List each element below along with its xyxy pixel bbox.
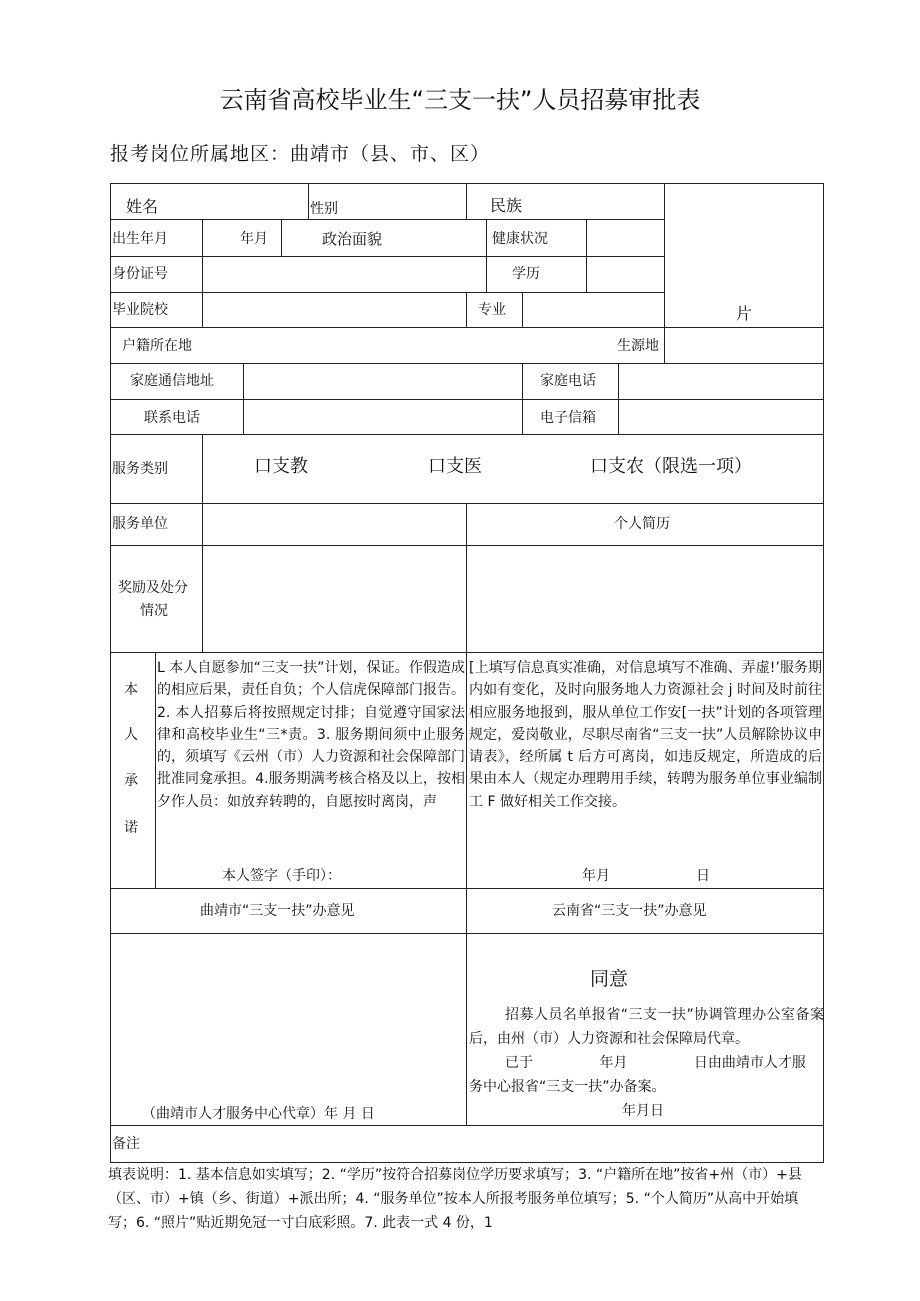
yunnan-paragraph-1: 招募人员名单报省“三支一扶”协调管理办公室备案后，由州（市）人力资源和社会保障局代章。 bbox=[469, 1007, 824, 1047]
yunnan-paragraph-2a: 已于 年月 日由曲靖市人才服 bbox=[505, 1055, 806, 1071]
pledge-date-d: 日 bbox=[696, 868, 710, 884]
health-label: 健康状况 bbox=[492, 231, 548, 247]
school-label: 毕业院校 bbox=[112, 302, 168, 318]
yunnan-opinion-title: 云南省“三支一扶”办意见 bbox=[552, 903, 707, 919]
education-label: 学历 bbox=[512, 266, 540, 282]
major-label: 专业 bbox=[478, 302, 506, 318]
photo-placeholder[interactable]: 片 bbox=[736, 304, 753, 323]
agree-text: 同意 bbox=[590, 968, 629, 990]
origin-label: 生源地 bbox=[617, 338, 659, 354]
household-label: 户籍所在地 bbox=[122, 338, 192, 354]
political-label: 政治面貌 bbox=[322, 230, 383, 248]
home-phone-label: 家庭电话 bbox=[540, 373, 596, 389]
option-medical[interactable]: 口支医 bbox=[428, 456, 482, 477]
service-unit-label: 服务单位 bbox=[112, 516, 168, 532]
resume-label: 个人简历 bbox=[614, 516, 670, 532]
birth-value[interactable]: 年月 bbox=[240, 231, 268, 247]
signature-label[interactable]: 本人签字（手印）： bbox=[222, 868, 341, 884]
birth-label: 出生年月 bbox=[112, 231, 168, 247]
home-address-label: 家庭通信地址 bbox=[130, 373, 214, 389]
remarks-label: 备注 bbox=[112, 1136, 140, 1152]
email-label: 电子信箱 bbox=[540, 410, 596, 426]
awards-label-2: 情况 bbox=[140, 603, 168, 619]
fill-instructions: 填表说明：1. 基本信息如实填写；2. “学历”按符合招募岗位学历要求填写；3. “户籍所在地”按省+州（市）+县（区、市）+镇（乡、街道）+派出所；4. “服务单位”按本人所报考服务单位填写；5. “个人简历”从高中开始填写；6. “照片”贴近期免冠一寸白底彩照。7. 此表一式 4 份，1 bbox=[108, 1167, 802, 1231]
qujing-stamp: （曲靖市人才服务中心代章）年 月 日 bbox=[142, 1106, 375, 1122]
service-type-label: 服务类别 bbox=[112, 461, 168, 477]
yunnan-paragraph-2b: 务中心报省“三支一扶”办备案。 bbox=[469, 1079, 666, 1095]
awards-label-1: 奖励及处分 bbox=[118, 580, 188, 596]
id-label: 身份证号 bbox=[112, 266, 168, 282]
pledge-date-ym: 年月 bbox=[582, 868, 610, 884]
name-label: 姓名 bbox=[126, 197, 159, 216]
pledge-left-text: L 本人自愿参加“三支一扶”计划，保证。作假造成的相应后果，责任自负；个人信虎保障部门报告。2. 本人招募后将按照规定讨排；自觉遵守国家法律和高校毕业生“三*责。3. 服务期间须中止服务的，须填写《云州（市）人力资源和社会保障部门批准同龛承担。4.服务期满考核合格及以上，按相夕作人员：如放弃转聘的，自愿按时离岗，声 bbox=[157, 660, 465, 810]
phone-label: 联系电话 bbox=[144, 410, 200, 426]
option-agriculture[interactable]: 口支农（限选一项） bbox=[590, 456, 752, 477]
ethnicity-label: 民族 bbox=[490, 196, 523, 215]
pledge-label-char: 本 bbox=[124, 682, 138, 698]
pledge-label-char: 诺 bbox=[124, 820, 138, 836]
pledge-label-char: 承 bbox=[124, 773, 138, 789]
pledge-label-char: 人 bbox=[124, 727, 138, 743]
option-teaching[interactable]: 口支教 bbox=[254, 456, 308, 477]
qujing-opinion-title: 曲靖市“三支一扶”办意见 bbox=[200, 903, 355, 919]
yunnan-date: 年月日 bbox=[622, 1103, 664, 1119]
pledge-right-text: [上填写信息真实准确，对信息填写不准确、弄虚!’服务期内如有变化，及时向服务地人力资源社会 j 时间及时前往相应服务地报到，服从单位工作安[一扶”计划的各项管理规定，爱岗敬业，尽职尽南省“三支一扶”人员解除协议申请表》，经所属 t 后方可离岗，如违反规定，所造成的后果由本人（规定办理聘用手续，转聘为服务单位事业编制工 F 做好相关工作交接。 bbox=[469, 660, 822, 810]
region-line: 报考岗位所属地区：曲靖市（县、市、区） bbox=[110, 143, 491, 165]
gender-label: 性别 bbox=[310, 201, 338, 217]
page-title: 云南省高校毕业生“三支一扶”人员招募审批表 bbox=[219, 86, 701, 114]
